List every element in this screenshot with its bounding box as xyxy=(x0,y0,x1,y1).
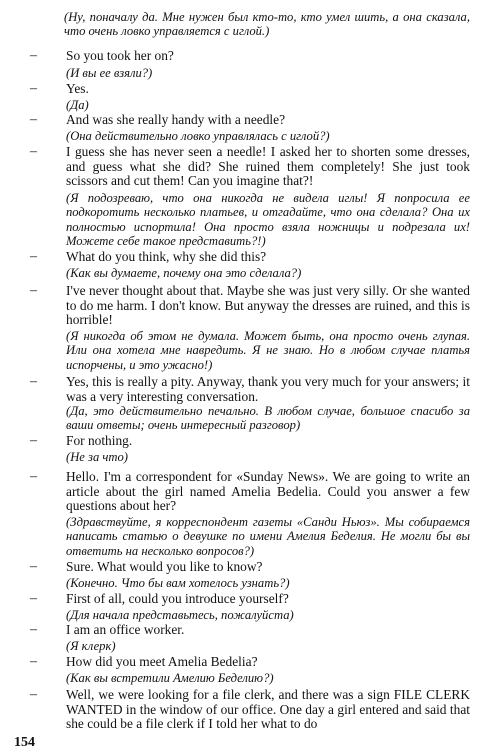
translation-line xyxy=(30,576,470,590)
translation-line xyxy=(30,98,470,112)
dialogue-line xyxy=(30,592,470,607)
dialogue-line xyxy=(30,49,470,64)
dash-marker: – xyxy=(30,687,37,702)
ru-translation: (Я подозреваю, что она никогда не видела иглы! Я попросила ее подкоротить несколько платьев, и отгадайте, что она сделала? Она их полностью испортила! Она просто взяла ножницы и подрезала их! Можете себе такое представить?!) xyxy=(66,191,470,248)
translation-line xyxy=(30,404,470,433)
dialogue-line xyxy=(30,113,470,128)
ru-translation: (Здравствуйте, я корреспондент газеты «Санди Ньюз». Мы собираемся написать статью о девушке по имени Амелия Беделия. Не могли бы вы ответить на несколько вопросов?) xyxy=(66,515,470,558)
ru-translation: (Для начала представьтесь, пожалуйста) xyxy=(66,608,294,622)
translation-line xyxy=(30,515,470,558)
translation-line xyxy=(30,10,470,39)
ru-translation: (Да) xyxy=(66,98,89,112)
page-number: 154 xyxy=(14,735,35,750)
dash-marker: – xyxy=(30,283,37,298)
dash-marker: – xyxy=(30,48,37,63)
en-text: So you took her on? xyxy=(66,48,174,63)
translation-line xyxy=(30,608,470,622)
translation-line xyxy=(30,66,470,80)
ru-translation: (И вы ее взяли?) xyxy=(66,66,153,80)
en-text: Hello. I'm a correspondent for «Sunday News». We are going to write an article about the girl named Amelia Bedelia. Could you answer a few questions about her? xyxy=(66,469,470,514)
dialogue-line xyxy=(30,623,470,638)
dash-marker: – xyxy=(30,591,37,606)
ru-translation: (Конечно. Что бы вам хотелось узнать?) xyxy=(66,576,290,590)
translation-line xyxy=(30,129,470,143)
ru-translation: (Да, это действительно печально. В любом случае, большое спасибо за ваши ответы; очень интересный разговор) xyxy=(66,404,470,433)
ru-translation: (Ну, поначалу да. Мне нужен был кто-то, кто умел шить, а она сказала, что очень ловко управляется с иглой.) xyxy=(64,10,470,39)
dialogue-line xyxy=(30,250,470,265)
dash-marker: – xyxy=(30,654,37,669)
dash-marker: – xyxy=(30,81,37,96)
translation-line xyxy=(30,191,470,248)
dialogue-line xyxy=(30,688,470,732)
en-text: Well, we were looking for a file clerk, and there was a sign FILE CLERK WANTED in the window of our office. One day a girl entered and said that she could be a file clerk if I told her what to do xyxy=(66,687,470,732)
translation-line xyxy=(30,671,470,685)
en-text: Sure. What would you like to know? xyxy=(66,559,263,574)
ru-translation: (Как вы встретили Амелию Беделию?) xyxy=(66,671,274,685)
dialogue-line xyxy=(30,284,470,328)
en-text: Yes. xyxy=(66,81,89,96)
dialogue-line xyxy=(30,375,470,404)
dialogue-line xyxy=(30,145,470,189)
dash-marker: – xyxy=(30,144,37,159)
ru-translation: (Она действительно ловко управлялась с иглой?) xyxy=(66,129,330,143)
translation-line xyxy=(30,450,470,464)
ru-translation: (Как вы думаете, почему она это сделала?) xyxy=(66,266,302,280)
en-text: How did you meet Amelia Bedelia? xyxy=(66,654,258,669)
dialogue-line xyxy=(30,434,470,449)
en-text: I guess she has never seen a needle! I asked her to shorten some dresses, and guess what she did? She ruined them completely! She just took scissors and cut them! Can you imagine that?! xyxy=(66,144,470,189)
dialogue-line xyxy=(30,82,470,97)
ru-translation: (Я никогда об этом не думала. Может быть, она просто очень глупая. Или она хотела мне навредить. Я не знаю. Но в любом случае платья испорчены, и это ужасно!) xyxy=(66,329,470,372)
translation-line xyxy=(30,329,470,372)
en-text: I am an office worker. xyxy=(66,622,185,637)
dash-marker: – xyxy=(30,374,37,389)
dash-marker: – xyxy=(30,622,37,637)
dash-marker: – xyxy=(30,112,37,127)
translation-line xyxy=(30,266,470,280)
en-text: Yes, this is really a pity. Anyway, thank you very much for your answers; it was a very interesting conversation. xyxy=(66,374,470,404)
dialogue-line xyxy=(30,470,470,514)
dialogue-line xyxy=(30,560,470,575)
translation-line xyxy=(30,639,470,653)
en-text: And was she really handy with a needle? xyxy=(66,112,286,127)
en-text: What do you think, why she did this? xyxy=(66,249,267,264)
dash-marker: – xyxy=(30,433,37,448)
en-text: I've never thought about that. Maybe she was just very silly. Or she wanted to do me harm. I don't know. But anyway the dresses are ruined, and this is horrible! xyxy=(66,283,470,328)
dash-marker: – xyxy=(30,559,37,574)
ru-translation: (Не за что) xyxy=(66,450,128,464)
ru-translation: (Я клерк) xyxy=(66,639,116,653)
dash-marker: – xyxy=(30,249,37,264)
dialogue-line xyxy=(30,655,470,670)
en-text: First of all, could you introduce yourself? xyxy=(66,591,289,606)
dash-marker: – xyxy=(30,469,37,484)
en-text: For nothing. xyxy=(66,433,133,448)
